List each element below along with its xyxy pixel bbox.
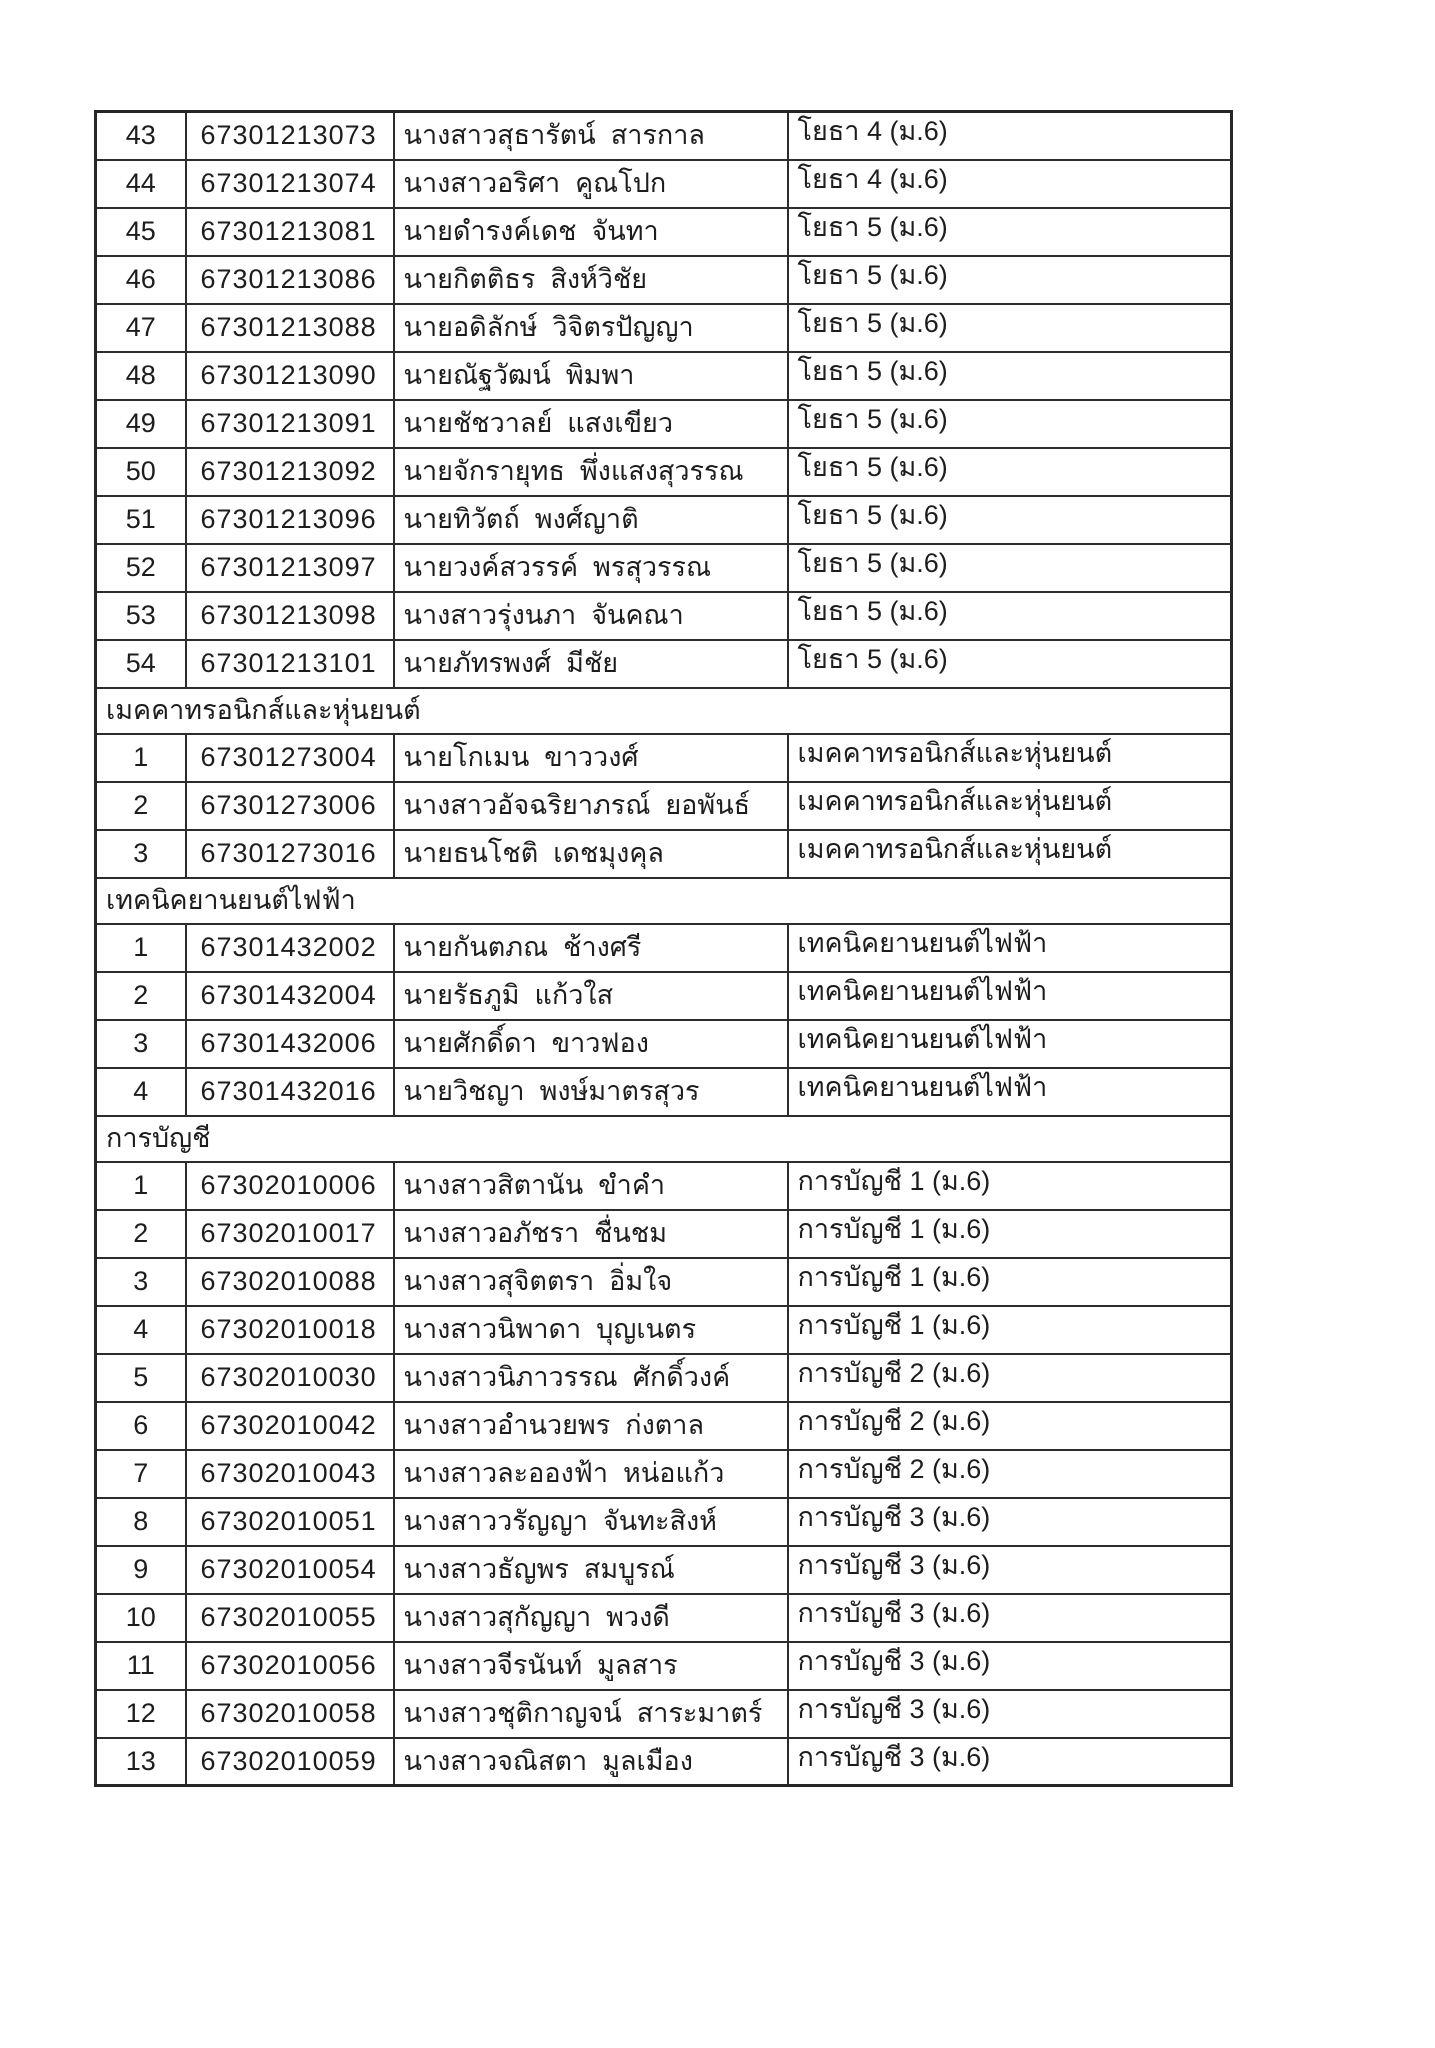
program-cell: การบัญชี 1 (ม.6) xyxy=(788,1162,1232,1210)
student-name-cell: นางสาวนิภาวรรณ ศักดิ์วงค์ xyxy=(394,1354,788,1402)
student-name-cell: นายโกเมน ขาววงศ์ xyxy=(394,734,788,782)
table-row xyxy=(96,256,1232,304)
row-number-cell: 3 xyxy=(96,1020,186,1068)
student-id-cell: 67302010006 xyxy=(186,1162,394,1210)
student-name-cell: นายกิตติธร สิงห์วิชัย xyxy=(394,256,788,304)
table-row xyxy=(96,1738,1232,1786)
table-row xyxy=(96,1020,1232,1068)
student-name-cell: นายชัชวาลย์ แสงเขียว xyxy=(394,400,788,448)
student-id-cell: 67301432006 xyxy=(186,1020,394,1068)
student-id-cell: 67302010030 xyxy=(186,1354,394,1402)
student-id-cell: 67302010051 xyxy=(186,1498,394,1546)
row-number-cell: 13 xyxy=(96,1738,186,1786)
table-row xyxy=(96,640,1232,688)
table-row xyxy=(96,1498,1232,1546)
table-row xyxy=(96,448,1232,496)
row-number-cell: 7 xyxy=(96,1450,186,1498)
program-cell: การบัญชี 1 (ม.6) xyxy=(788,1306,1232,1354)
student-name-cell: นางสาวละอองฟ้า หน่อแก้ว xyxy=(394,1450,788,1498)
table-row xyxy=(96,1546,1232,1594)
student-name-cell: นายรัธภูมิ แก้วใส xyxy=(394,972,788,1020)
student-id-cell: 67301213088 xyxy=(186,304,394,352)
student-id-cell: 67301213091 xyxy=(186,400,394,448)
row-number-cell: 6 xyxy=(96,1402,186,1450)
student-name-cell: นายธนโชติ เดชมุงคุล xyxy=(394,830,788,878)
table-row xyxy=(96,782,1232,830)
table-row xyxy=(96,972,1232,1020)
table-row xyxy=(96,112,1232,160)
table-row xyxy=(96,1354,1232,1402)
student-id-cell: 67301432002 xyxy=(186,924,394,972)
program-cell: การบัญชี 3 (ม.6) xyxy=(788,1642,1232,1690)
student-name-cell: นางสาวรุ่งนภา จันคณา xyxy=(394,592,788,640)
program-cell: โยธา 5 (ม.6) xyxy=(788,640,1232,688)
student-id-cell: 67301273016 xyxy=(186,830,394,878)
table-row xyxy=(96,544,1232,592)
row-number-cell: 4 xyxy=(96,1068,186,1116)
student-name-cell: นางสาวสุจิตตรา อิ่มใจ xyxy=(394,1258,788,1306)
row-number-cell: 1 xyxy=(96,1162,186,1210)
student-id-cell: 67301432004 xyxy=(186,972,394,1020)
table-row xyxy=(96,1690,1232,1738)
row-number-cell: 12 xyxy=(96,1690,186,1738)
table-row xyxy=(96,1642,1232,1690)
row-number-cell: 1 xyxy=(96,734,186,782)
program-cell: โยธา 5 (ม.6) xyxy=(788,352,1232,400)
student-name-cell: นางสาวชุติกาญจน์ สาระมาตร์ xyxy=(394,1690,788,1738)
student-id-cell: 67301213097 xyxy=(186,544,394,592)
program-cell: โยธา 4 (ม.6) xyxy=(788,160,1232,208)
table-row xyxy=(96,304,1232,352)
row-number-cell: 3 xyxy=(96,1258,186,1306)
program-cell: โยธา 5 (ม.6) xyxy=(788,400,1232,448)
table-row xyxy=(96,208,1232,256)
student-id-cell: 67301273006 xyxy=(186,782,394,830)
program-cell: การบัญชี 1 (ม.6) xyxy=(788,1258,1232,1306)
row-number-cell: 2 xyxy=(96,782,186,830)
table-row xyxy=(96,1450,1232,1498)
program-cell: การบัญชี 3 (ม.6) xyxy=(788,1594,1232,1642)
row-number-cell: 52 xyxy=(96,544,186,592)
student-name-cell: นางสาวอัจฉริยาภรณ์ ยอพันธ์ xyxy=(394,782,788,830)
program-cell: โยธา 5 (ม.6) xyxy=(788,448,1232,496)
student-id-cell: 67302010088 xyxy=(186,1258,394,1306)
student-name-cell: นายกันตภณ ช้างศรี xyxy=(394,924,788,972)
student-name-cell: นายอดิลักษ์ วิจิตรปัญญา xyxy=(394,304,788,352)
table-row xyxy=(96,160,1232,208)
row-number-cell: 3 xyxy=(96,830,186,878)
section-header-cell: เมคคาทรอนิกส์และหุ่นยนต์ xyxy=(96,688,1232,734)
student-name-cell: นางสาวสิตานัน ขำคำ xyxy=(394,1162,788,1210)
section-header-row xyxy=(96,1116,1232,1162)
student-id-cell: 67301213090 xyxy=(186,352,394,400)
row-number-cell: 1 xyxy=(96,924,186,972)
row-number-cell: 48 xyxy=(96,352,186,400)
row-number-cell: 4 xyxy=(96,1306,186,1354)
program-cell: การบัญชี 3 (ม.6) xyxy=(788,1546,1232,1594)
student-id-cell: 67301213074 xyxy=(186,160,394,208)
student-name-cell: นายภัทรพงศ์ มีชัย xyxy=(394,640,788,688)
student-id-cell: 67301213086 xyxy=(186,256,394,304)
table-row xyxy=(96,592,1232,640)
program-cell: เมคคาทรอนิกส์และหุ่นยนต์ xyxy=(788,734,1232,782)
program-cell: เทคนิคยานยนต์ไฟฟ้า xyxy=(788,972,1232,1020)
table-row xyxy=(96,1068,1232,1116)
student-name-cell: นายศักดิ์ดา ขาวฟอง xyxy=(394,1020,788,1068)
row-number-cell: 50 xyxy=(96,448,186,496)
roster-body xyxy=(96,112,1232,1786)
student-name-cell: นายจักรายุทธ พึ่งแสงสุวรรณ xyxy=(394,448,788,496)
row-number-cell: 47 xyxy=(96,304,186,352)
row-number-cell: 11 xyxy=(96,1642,186,1690)
table-row xyxy=(96,1210,1232,1258)
student-id-cell: 67302010055 xyxy=(186,1594,394,1642)
student-id-cell: 67302010042 xyxy=(186,1402,394,1450)
program-cell: เทคนิคยานยนต์ไฟฟ้า xyxy=(788,1020,1232,1068)
program-cell: เทคนิคยานยนต์ไฟฟ้า xyxy=(788,1068,1232,1116)
student-id-cell: 67301273004 xyxy=(186,734,394,782)
student-id-cell: 67302010017 xyxy=(186,1210,394,1258)
table-row xyxy=(96,400,1232,448)
student-id-cell: 67301213092 xyxy=(186,448,394,496)
program-cell: โยธา 5 (ม.6) xyxy=(788,304,1232,352)
student-id-cell: 67302010043 xyxy=(186,1450,394,1498)
student-name-cell: นางสาวธัญพร สมบูรณ์ xyxy=(394,1546,788,1594)
student-name-cell: นายวงค์สวรรค์ พรสุวรรณ xyxy=(394,544,788,592)
student-name-cell: นางสาวอริศา คูณโปก xyxy=(394,160,788,208)
student-id-cell: 67302010058 xyxy=(186,1690,394,1738)
student-id-cell: 67302010054 xyxy=(186,1546,394,1594)
student-roster-table xyxy=(94,110,1233,1787)
student-name-cell: นายทิวัตถ์ พงศ์ญาติ xyxy=(394,496,788,544)
row-number-cell: 9 xyxy=(96,1546,186,1594)
program-cell: การบัญชี 2 (ม.6) xyxy=(788,1450,1232,1498)
student-name-cell: นางสาวจีรนันท์ มูลสาร xyxy=(394,1642,788,1690)
program-cell: การบัญชี 3 (ม.6) xyxy=(788,1738,1232,1786)
row-number-cell: 45 xyxy=(96,208,186,256)
student-name-cell: นางสาวนิพาดา บุญเนตร xyxy=(394,1306,788,1354)
section-header-cell: การบัญชี xyxy=(96,1116,1232,1162)
student-id-cell: 67301432016 xyxy=(186,1068,394,1116)
table-row xyxy=(96,1594,1232,1642)
student-id-cell: 67301213073 xyxy=(186,112,394,160)
table-row xyxy=(96,1402,1232,1450)
table-row xyxy=(96,496,1232,544)
row-number-cell: 8 xyxy=(96,1498,186,1546)
program-cell: โยธา 5 (ม.6) xyxy=(788,592,1232,640)
row-number-cell: 53 xyxy=(96,592,186,640)
table-row xyxy=(96,352,1232,400)
student-name-cell: นางสาวอภัชรา ชื่นชม xyxy=(394,1210,788,1258)
row-number-cell: 43 xyxy=(96,112,186,160)
student-id-cell: 67302010059 xyxy=(186,1738,394,1786)
student-name-cell: นางสาวสุธารัตน์ สารกาล xyxy=(394,112,788,160)
program-cell: โยธา 5 (ม.6) xyxy=(788,208,1232,256)
section-header-cell: เทคนิคยานยนต์ไฟฟ้า xyxy=(96,878,1232,924)
table-row xyxy=(96,1306,1232,1354)
student-name-cell: นายณัฐวัฒน์ พิมพา xyxy=(394,352,788,400)
section-header-row xyxy=(96,878,1232,924)
program-cell: เทคนิคยานยนต์ไฟฟ้า xyxy=(788,924,1232,972)
table-row xyxy=(96,1162,1232,1210)
student-name-cell: นางสาวสุกัญญา พวงดี xyxy=(394,1594,788,1642)
student-id-cell: 67301213098 xyxy=(186,592,394,640)
row-number-cell: 51 xyxy=(96,496,186,544)
row-number-cell: 5 xyxy=(96,1354,186,1402)
student-id-cell: 67301213081 xyxy=(186,208,394,256)
row-number-cell: 10 xyxy=(96,1594,186,1642)
program-cell: การบัญชี 3 (ม.6) xyxy=(788,1498,1232,1546)
program-cell: เมคคาทรอนิกส์และหุ่นยนต์ xyxy=(788,782,1232,830)
table-row xyxy=(96,924,1232,972)
program-cell: โยธา 5 (ม.6) xyxy=(788,544,1232,592)
table-row xyxy=(96,1258,1232,1306)
program-cell: การบัญชี 2 (ม.6) xyxy=(788,1354,1232,1402)
student-id-cell: 67301213096 xyxy=(186,496,394,544)
student-id-cell: 67302010018 xyxy=(186,1306,394,1354)
program-cell: เมคคาทรอนิกส์และหุ่นยนต์ xyxy=(788,830,1232,878)
program-cell: การบัญชี 3 (ม.6) xyxy=(788,1690,1232,1738)
student-id-cell: 67302010056 xyxy=(186,1642,394,1690)
table-row xyxy=(96,734,1232,782)
student-name-cell: นายดำรงค์เดช จันทา xyxy=(394,208,788,256)
row-number-cell: 54 xyxy=(96,640,186,688)
row-number-cell: 2 xyxy=(96,972,186,1020)
row-number-cell: 46 xyxy=(96,256,186,304)
student-name-cell: นางสาววรัญญา จันทะสิงห์ xyxy=(394,1498,788,1546)
row-number-cell: 2 xyxy=(96,1210,186,1258)
program-cell: โยธา 5 (ม.6) xyxy=(788,256,1232,304)
student-name-cell: นางสาวอำนวยพร ก่งตาล xyxy=(394,1402,788,1450)
program-cell: โยธา 4 (ม.6) xyxy=(788,112,1232,160)
section-header-row xyxy=(96,688,1232,734)
student-name-cell: นายวิชญา พงษ์มาตรสุวร xyxy=(394,1068,788,1116)
row-number-cell: 44 xyxy=(96,160,186,208)
program-cell: โยธา 5 (ม.6) xyxy=(788,496,1232,544)
program-cell: การบัญชี 2 (ม.6) xyxy=(788,1402,1232,1450)
row-number-cell: 49 xyxy=(96,400,186,448)
table-row xyxy=(96,830,1232,878)
program-cell: การบัญชี 1 (ม.6) xyxy=(788,1210,1232,1258)
student-id-cell: 67301213101 xyxy=(186,640,394,688)
student-name-cell: นางสาวจณิสตา มูลเมือง xyxy=(394,1738,788,1786)
